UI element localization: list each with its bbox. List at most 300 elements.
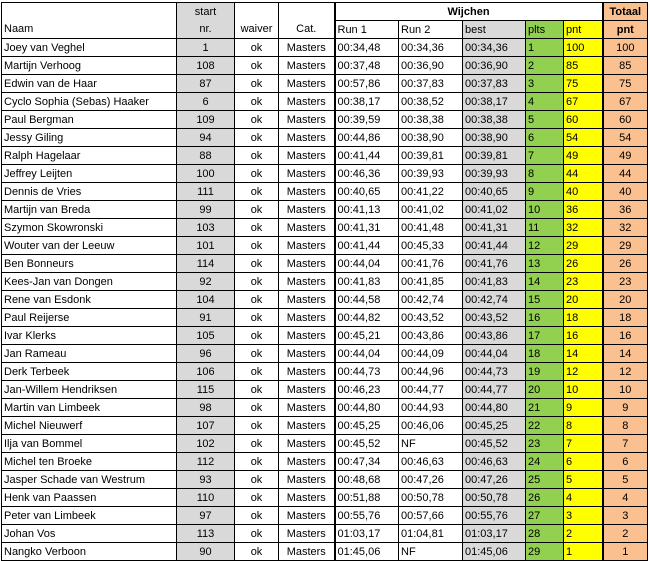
category: Masters <box>279 255 335 273</box>
rider-name: Dennis de Vries <box>2 183 177 201</box>
total-points: 4 <box>603 489 648 507</box>
table-row <box>2 291 648 309</box>
waiver-status: ok <box>235 255 279 273</box>
rider-name: Ivar Klerks <box>2 327 177 345</box>
placing: 18 <box>526 345 564 363</box>
best-time: 00:44,73 <box>463 363 526 381</box>
points: 26 <box>564 255 603 273</box>
run2-time: 00:45,33 <box>399 237 463 255</box>
category: Masters <box>279 471 335 489</box>
total-points: 6 <box>603 453 648 471</box>
placing: 4 <box>526 93 564 111</box>
run1-time: 00:41,44 <box>335 147 399 165</box>
rider-name: Edwin van de Haar <box>2 75 177 93</box>
best-time: 00:42,74 <box>463 291 526 309</box>
start-number: 102 <box>177 435 235 453</box>
waiver-status: ok <box>235 93 279 111</box>
start-number: 103 <box>177 219 235 237</box>
placing: 15 <box>526 291 564 309</box>
table-row <box>2 453 648 471</box>
category: Masters <box>279 399 335 417</box>
header-row-top <box>2 3 648 21</box>
category: Masters <box>279 327 335 345</box>
start-number: 113 <box>177 525 235 543</box>
rider-name: Jessy Giling <box>2 129 177 147</box>
best-time: 00:41,31 <box>463 219 526 237</box>
start-number: 106 <box>177 363 235 381</box>
run1-time: 00:39,59 <box>335 111 399 129</box>
run2-time: 00:39,81 <box>399 147 463 165</box>
category: Masters <box>279 381 335 399</box>
category: Masters <box>279 417 335 435</box>
run2-time: 00:36,90 <box>399 57 463 75</box>
start-number: 108 <box>177 57 235 75</box>
total-points: 32 <box>603 219 648 237</box>
best-time: 00:43,86 <box>463 327 526 345</box>
category: Masters <box>279 201 335 219</box>
waiver-status: ok <box>235 165 279 183</box>
run1-time: 00:44,86 <box>335 129 399 147</box>
start-number: 96 <box>177 345 235 363</box>
category: Masters <box>279 525 335 543</box>
rider-name: Jan Rameau <box>2 345 177 363</box>
run1-time: 00:57,86 <box>335 75 399 93</box>
total-points: 44 <box>603 165 648 183</box>
best-time: 00:41,02 <box>463 201 526 219</box>
waiver-status: ok <box>235 327 279 345</box>
table-row <box>2 399 648 417</box>
run1-time: 00:55,76 <box>335 507 399 525</box>
best-time: 00:50,78 <box>463 489 526 507</box>
placing: 17 <box>526 327 564 345</box>
table-row <box>2 345 648 363</box>
best-time: 00:44,77 <box>463 381 526 399</box>
category: Masters <box>279 39 335 57</box>
table-row <box>2 507 648 525</box>
run2-time: 00:44,93 <box>399 399 463 417</box>
category: Masters <box>279 147 335 165</box>
rider-name: Szymon Skowronski <box>2 219 177 237</box>
run2-time: 00:37,83 <box>399 75 463 93</box>
total-points: 8 <box>603 417 648 435</box>
category: Masters <box>279 309 335 327</box>
run2-time: 01:04,81 <box>399 525 463 543</box>
rider-name: Rene van Esdonk <box>2 291 177 309</box>
placing: 3 <box>526 75 564 93</box>
start-number: 87 <box>177 75 235 93</box>
run1-time: 00:44,58 <box>335 291 399 309</box>
start-number: 98 <box>177 399 235 417</box>
run2-header: Run 2 <box>399 21 463 39</box>
placing: 22 <box>526 417 564 435</box>
category: Masters <box>279 291 335 309</box>
total-points: 26 <box>603 255 648 273</box>
placing: 23 <box>526 435 564 453</box>
category: Masters <box>279 219 335 237</box>
start-header-top: start <box>177 3 235 21</box>
run2-time: 00:41,02 <box>399 201 463 219</box>
run2-time: 00:57,66 <box>399 507 463 525</box>
points: 3 <box>564 507 603 525</box>
rider-name: Nangko Verboon <box>2 543 177 561</box>
table-row <box>2 489 648 507</box>
run2-time: 00:41,85 <box>399 273 463 291</box>
start-number: 114 <box>177 255 235 273</box>
run1-time: 00:44,04 <box>335 345 399 363</box>
rider-name: Martijn Verhoog <box>2 57 177 75</box>
points: 1 <box>564 543 603 561</box>
pnt-header: pnt <box>564 21 603 39</box>
run2-time: 00:46,63 <box>399 453 463 471</box>
start-number: 90 <box>177 543 235 561</box>
run2-time: NF <box>399 543 463 561</box>
rider-name: Peter van Limbeek <box>2 507 177 525</box>
rider-name: Wouter van der Leeuw <box>2 237 177 255</box>
best-time: 00:36,90 <box>463 57 526 75</box>
waiver-status: ok <box>235 129 279 147</box>
table-row <box>2 111 648 129</box>
run1-time: 00:41,31 <box>335 219 399 237</box>
best-time: 00:41,83 <box>463 273 526 291</box>
points: 2 <box>564 525 603 543</box>
run2-time: 00:38,38 <box>399 111 463 129</box>
best-time: 00:41,44 <box>463 237 526 255</box>
total-points: 54 <box>603 129 648 147</box>
points: 75 <box>564 75 603 93</box>
category: Masters <box>279 507 335 525</box>
cat-header-top <box>279 3 335 21</box>
start-number: 88 <box>177 147 235 165</box>
points: 85 <box>564 57 603 75</box>
start-number: 110 <box>177 489 235 507</box>
points: 23 <box>564 273 603 291</box>
start-number: 111 <box>177 183 235 201</box>
placing: 7 <box>526 147 564 165</box>
table-row <box>2 435 648 453</box>
placing: 13 <box>526 255 564 273</box>
table-row <box>2 327 648 345</box>
points: 60 <box>564 111 603 129</box>
placing: 21 <box>526 399 564 417</box>
placing: 14 <box>526 273 564 291</box>
waiver-status: ok <box>235 183 279 201</box>
total-points: 20 <box>603 291 648 309</box>
run1-time: 00:41,13 <box>335 201 399 219</box>
start-number: 99 <box>177 201 235 219</box>
run2-time: 00:44,77 <box>399 381 463 399</box>
best-time: 00:38,17 <box>463 93 526 111</box>
naam-header-top <box>2 3 177 21</box>
rider-name: Paul Bergman <box>2 111 177 129</box>
rider-name: Derk Terbeek <box>2 363 177 381</box>
category: Masters <box>279 345 335 363</box>
run1-header: Run 1 <box>335 21 399 39</box>
best-time: 00:34,36 <box>463 39 526 57</box>
points: 20 <box>564 291 603 309</box>
placing: 8 <box>526 165 564 183</box>
total-points: 18 <box>603 309 648 327</box>
rider-name: Joey van Veghel <box>2 39 177 57</box>
rider-name: Ben Bonneurs <box>2 255 177 273</box>
total-points: 14 <box>603 345 648 363</box>
run1-time: 00:45,25 <box>335 417 399 435</box>
start-number: 109 <box>177 111 235 129</box>
plts-header: plts <box>526 21 564 39</box>
rider-name: Johan Vos <box>2 525 177 543</box>
placing: 27 <box>526 507 564 525</box>
header-row-bottom <box>2 21 648 39</box>
start-number: 112 <box>177 453 235 471</box>
event-header: Wijchen <box>335 3 603 21</box>
rider-name: Michel ten Broeke <box>2 453 177 471</box>
rider-name: Kees-Jan van Dongen <box>2 273 177 291</box>
run2-time: 00:41,22 <box>399 183 463 201</box>
waiver-status: ok <box>235 309 279 327</box>
run1-time: 00:41,83 <box>335 273 399 291</box>
start-number: 105 <box>177 327 235 345</box>
rider-name: Ilja van Bommel <box>2 435 177 453</box>
start-number: 107 <box>177 417 235 435</box>
run2-time: 00:41,76 <box>399 255 463 273</box>
best-time: 00:38,38 <box>463 111 526 129</box>
start-number: 101 <box>177 237 235 255</box>
run2-time: 00:39,93 <box>399 165 463 183</box>
table-row <box>2 273 648 291</box>
best-time: 00:44,04 <box>463 345 526 363</box>
points: 18 <box>564 309 603 327</box>
run1-time: 00:34,48 <box>335 39 399 57</box>
placing: 10 <box>526 201 564 219</box>
start-number: 1 <box>177 39 235 57</box>
table-row <box>2 237 648 255</box>
run2-time: 00:38,52 <box>399 93 463 111</box>
best-header: best <box>463 21 526 39</box>
total-points: 36 <box>603 201 648 219</box>
rider-name: Jeffrey Leijten <box>2 165 177 183</box>
points: 10 <box>564 381 603 399</box>
category: Masters <box>279 183 335 201</box>
waiver-status: ok <box>235 237 279 255</box>
table-row <box>2 309 648 327</box>
run2-time: 00:44,96 <box>399 363 463 381</box>
run2-time: 00:38,90 <box>399 129 463 147</box>
results-table <box>1 2 648 561</box>
waiver-status: ok <box>235 111 279 129</box>
best-time: 00:47,26 <box>463 471 526 489</box>
placing: 1 <box>526 39 564 57</box>
best-time: 00:45,25 <box>463 417 526 435</box>
run2-time: 00:42,74 <box>399 291 463 309</box>
placing: 24 <box>526 453 564 471</box>
run1-time: 00:41,44 <box>335 237 399 255</box>
category: Masters <box>279 435 335 453</box>
run1-time: 00:46,23 <box>335 381 399 399</box>
best-time: 00:43,52 <box>463 309 526 327</box>
rider-name: Martin van Limbeek <box>2 399 177 417</box>
table-row <box>2 525 648 543</box>
total-points: 23 <box>603 273 648 291</box>
category: Masters <box>279 165 335 183</box>
waiver-status: ok <box>235 471 279 489</box>
placing: 20 <box>526 381 564 399</box>
run2-time: 00:47,26 <box>399 471 463 489</box>
points: 100 <box>564 39 603 57</box>
rider-name: Ralph Hagelaar <box>2 147 177 165</box>
best-time: 01:45,06 <box>463 543 526 561</box>
run1-time: 00:45,21 <box>335 327 399 345</box>
category: Masters <box>279 453 335 471</box>
best-time: 00:40,65 <box>463 183 526 201</box>
points: 40 <box>564 183 603 201</box>
table-row <box>2 183 648 201</box>
placing: 19 <box>526 363 564 381</box>
waiver-status: ok <box>235 525 279 543</box>
run1-time: 00:44,04 <box>335 255 399 273</box>
run2-time: 00:43,86 <box>399 327 463 345</box>
cat-header: Cat. <box>279 21 335 39</box>
points: 5 <box>564 471 603 489</box>
total-points: 100 <box>603 39 648 57</box>
placing: 26 <box>526 489 564 507</box>
total-points: 12 <box>603 363 648 381</box>
table-row <box>2 75 648 93</box>
placing: 6 <box>526 129 564 147</box>
points: 7 <box>564 435 603 453</box>
start-number: 6 <box>177 93 235 111</box>
run2-time: 00:34,36 <box>399 39 463 57</box>
totaal-header: Totaal <box>603 3 648 21</box>
start-header: nr. <box>177 21 235 39</box>
table-row <box>2 471 648 489</box>
table-row <box>2 129 648 147</box>
best-time: 00:55,76 <box>463 507 526 525</box>
waiver-status: ok <box>235 147 279 165</box>
points: 12 <box>564 363 603 381</box>
table-row <box>2 381 648 399</box>
category: Masters <box>279 93 335 111</box>
run2-time: 00:44,09 <box>399 345 463 363</box>
best-time: 00:44,80 <box>463 399 526 417</box>
totaal-pnt-header: pnt <box>603 21 648 39</box>
placing: 9 <box>526 183 564 201</box>
waiver-status: ok <box>235 417 279 435</box>
total-points: 16 <box>603 327 648 345</box>
run1-time: 00:51,88 <box>335 489 399 507</box>
rider-name: Jasper Schade van Westrum <box>2 471 177 489</box>
placing: 5 <box>526 111 564 129</box>
run1-time: 00:38,17 <box>335 93 399 111</box>
points: 14 <box>564 345 603 363</box>
run1-time: 00:48,68 <box>335 471 399 489</box>
total-points: 5 <box>603 471 648 489</box>
points: 6 <box>564 453 603 471</box>
rider-name: Paul Reijerse <box>2 309 177 327</box>
table-row <box>2 39 648 57</box>
placing: 25 <box>526 471 564 489</box>
placing: 2 <box>526 57 564 75</box>
placing: 29 <box>526 543 564 561</box>
waiver-status: ok <box>235 363 279 381</box>
waiver-status: ok <box>235 291 279 309</box>
category: Masters <box>279 57 335 75</box>
table-row <box>2 57 648 75</box>
waiver-status: ok <box>235 507 279 525</box>
waiver-status: ok <box>235 453 279 471</box>
waiver-status: ok <box>235 75 279 93</box>
waiver-status: ok <box>235 381 279 399</box>
total-points: 2 <box>603 525 648 543</box>
placing: 16 <box>526 309 564 327</box>
table-row <box>2 201 648 219</box>
best-time: 00:41,76 <box>463 255 526 273</box>
category: Masters <box>279 363 335 381</box>
best-time: 00:38,90 <box>463 129 526 147</box>
run1-time: 00:44,73 <box>335 363 399 381</box>
start-number: 93 <box>177 471 235 489</box>
waiver-status: ok <box>235 273 279 291</box>
start-number: 92 <box>177 273 235 291</box>
total-points: 10 <box>603 381 648 399</box>
waiver-status: ok <box>235 345 279 363</box>
points: 4 <box>564 489 603 507</box>
rider-name: Michel Nieuwerf <box>2 417 177 435</box>
placing: 11 <box>526 219 564 237</box>
points: 8 <box>564 417 603 435</box>
best-time: 00:37,83 <box>463 75 526 93</box>
waiver-status: ok <box>235 543 279 561</box>
total-points: 29 <box>603 237 648 255</box>
table-row <box>2 219 648 237</box>
category: Masters <box>279 489 335 507</box>
run2-time: 00:46,06 <box>399 417 463 435</box>
start-number: 97 <box>177 507 235 525</box>
waiver-status: ok <box>235 399 279 417</box>
run1-time: 00:46,36 <box>335 165 399 183</box>
total-points: 75 <box>603 75 648 93</box>
category: Masters <box>279 75 335 93</box>
start-number: 94 <box>177 129 235 147</box>
run1-time: 01:03,17 <box>335 525 399 543</box>
table-row <box>2 147 648 165</box>
points: 36 <box>564 201 603 219</box>
rider-name: Martijn van Breda <box>2 201 177 219</box>
total-points: 60 <box>603 111 648 129</box>
category: Masters <box>279 543 335 561</box>
total-points: 49 <box>603 147 648 165</box>
waiver-status: ok <box>235 489 279 507</box>
start-number: 100 <box>177 165 235 183</box>
run1-time: 00:44,80 <box>335 399 399 417</box>
total-points: 85 <box>603 57 648 75</box>
points: 9 <box>564 399 603 417</box>
run2-time: 00:41,48 <box>399 219 463 237</box>
run1-time: 00:45,52 <box>335 435 399 453</box>
total-points: 40 <box>603 183 648 201</box>
total-points: 9 <box>603 399 648 417</box>
category: Masters <box>279 111 335 129</box>
rider-name: Jan-Willem Hendriksen <box>2 381 177 399</box>
rider-name: Cyclo Sophia (Sebas) Haaker <box>2 93 177 111</box>
best-time: 00:39,93 <box>463 165 526 183</box>
total-points: 67 <box>603 93 648 111</box>
run1-time: 00:37,48 <box>335 57 399 75</box>
waiver-status: ok <box>235 219 279 237</box>
best-time: 00:45,52 <box>463 435 526 453</box>
start-number: 91 <box>177 309 235 327</box>
points: 54 <box>564 129 603 147</box>
table-row <box>2 255 648 273</box>
best-time: 00:39,81 <box>463 147 526 165</box>
